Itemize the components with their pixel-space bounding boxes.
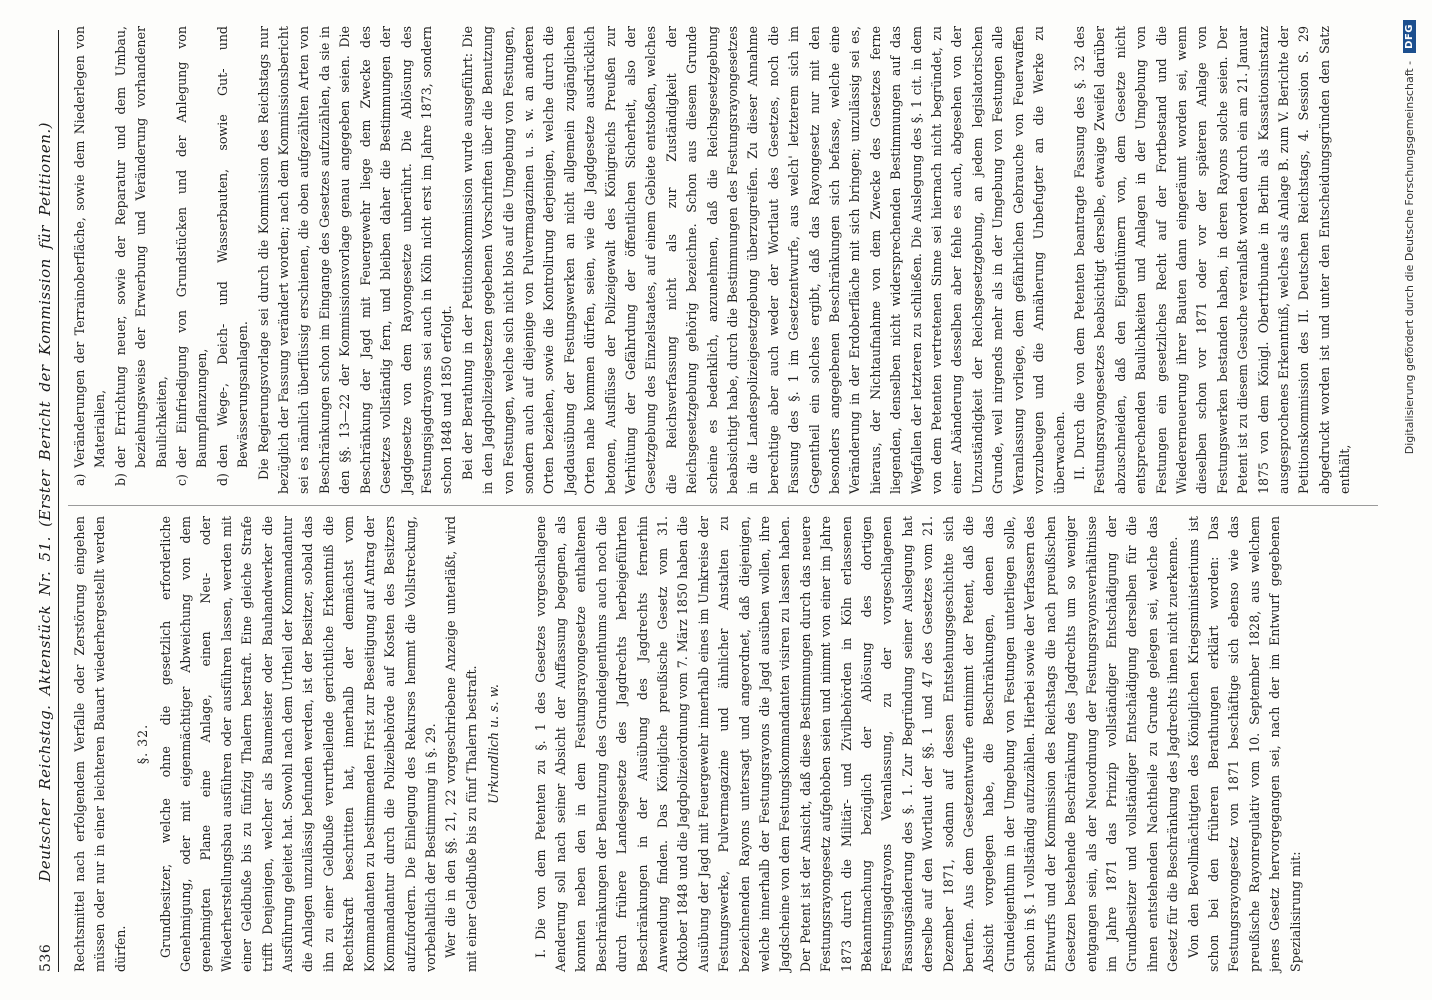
enumerated-list bbox=[70, 26, 254, 494]
page-header bbox=[14, 30, 59, 972]
list-item bbox=[172, 26, 213, 486]
paragraph: Rechtsmittel nach erfolgendem Verfalle oder Zerstörung eingehen müssen oder nur in einer leichteren Bauart wiederhergestellt werden dürfen. bbox=[72, 516, 128, 972]
paragraph: Grundbesitzer, welche ohne die gesetzlich erforderliche Genehmigung, oder mit eigenmächtiger Abweichung von dem genehmigten Plane eine Anlage, einen Neu- oder Wiederherstellungsbau ausführen oder ausführen lassen, werden mit einer Geldbuße bis zu fünfzig Thalern bestraft. Eine gleiche Strafe trifft Denjenigen, welcher als Baumeister oder Bauhandwerker die Ausführung geleitet hat. Sowohl nach dem Urtheil der Kommandantur die Anlagen unzulässig befunden werden, ist der Besitzer, sobald das ihn zu einer Geldbuße verurtheilende gerichtliche Erkenntniß die Rechtskraft beschritten hat, innerhalb der demnächst vom Kommandanten zu bestimmenden Frist zur Beseitigung auf Antrag der Kommandantur durch die Polizeibehörde auf Kosten des Besitzers aufzufordern. Die Einlegung des Rekurses hemmt die Vollstreckung, vorbehaltlich der Bestimmung in §. 29. bbox=[157, 516, 438, 972]
right-column bbox=[70, 26, 1356, 494]
left-column bbox=[70, 516, 1306, 972]
paragraph: I. Die von dem Petenten zu §. 1 des Gesetzes vorgeschlagene Aenderung soll nach seiner Absicht der Auffassung begegnen, als konnten neben den in dem Festungsrayongesetze enthaltenen Beschränkungen der Benutzung des Grundeigenthums auch noch die durch frühere Landesgesetze des Jagdrechts herbeigeführten Beschränkungen in der Ausübung des Jagdrechts fernerhin Anwendung finden. Das Königliche preußische Gesetz vom 31. Oktober 1848 und die Jagdpolizeiordnung vom 7. März 1850 haben die Ausübung der Jagd mit Feuergewehr innerhalb eines im Umkreise der Festungswerke, Pulvermagazine und ähnlicher Anstalten zu bezeichnenden Rayons untersagt und angeordnet, daß diejenigen, welche innerhalb der Festungsrayons die Jagd ausüben wollen, ihre Jagdscheine von dem Festungskommandanten visiren zu lassen haben. Der Petent ist der Ansicht, daß diese Bestimmungen durch das neuere Festungsrayongesetz aufgehoben seien und nimmt von einer im Jahre 1873 durch die Militär- und Zivilbehörden in Köln erlassenen Bekanntmachung bezüglich der Ablösung des dortigen Festungsjagdrayons Veranlassung, zu der vorgeschlagenen Fassungsänderung des §. 1. Zur Begründung seiner Auslegung hat derselbe auf den Wortlaut der §§. 1 und 47 des Gesetzes vom 21. Dezember 1871, sodann auf dessen Entstehungsgeschichte sich berufen. Aus dem Gesetzentwurfe entnimmt der Petent, daß die Absicht vorgelegen habe, die Beschränkungen, denen das Grundeigenthum in der Umgebung von Festungen unterliegen solle, schon in §. 1 vollständig aufzuzählen. Hierbei sowie der Verfassern des Entwurfs und der Kommission des Reichstags die nach preußischen Gesetzen bestehende Beschränkung des Jagdrechts um so weniger entgangen sein, als der Neuordnung der Festungsrayonsverhältnisse im Jahre 1871 das Prinzip vollständiger Entschädigung der Grundbesitzer und vollständiger Entschädigung derselben für die ihnen entstehenden Nachtheile zu Grunde gelegen sei, welche das Gesetz für die Beschränkung des Jagdrechts ihnen nicht zuerkenne. bbox=[532, 516, 1181, 972]
page-number: 536 bbox=[38, 943, 54, 972]
list-item-label: c) bbox=[174, 474, 190, 486]
paragraph: Wer die in den §§. 21, 22 vorgeschriebene Anzeige unterläßt, wird mit einer Geldbuße bis zu fünf Thalern bestraft. bbox=[443, 516, 479, 972]
running-title: Deutscher Reichstag. Aktenstück Nr. 51. (Erster Bericht der Kommission für Petitionen.) bbox=[36, 122, 54, 882]
section-heading: §. 32. bbox=[135, 723, 151, 765]
list-item bbox=[70, 26, 111, 486]
signature-line: Urkundlich u. s. w. bbox=[486, 684, 502, 804]
list-item-text: Veränderungen der Terrainoberfläche, sowie dem Niederlegen von Materialien, bbox=[72, 26, 108, 468]
list-item-text: den Wege-, Deich- und Wasserbauten, sowie Gut- und Bewässerungsanlagen. bbox=[214, 26, 251, 468]
dfg-logo: DFG bbox=[1403, 20, 1416, 53]
list-item-label: d) bbox=[214, 473, 230, 486]
list-item bbox=[213, 26, 254, 486]
paragraph: Von den Bevollmächtigten des Königlichen Kriegsministeriums ist schon bei den früheren Berathungen erklärt worden: Das Festungsrayongesetz von 1871 beschäftige sich ebenso wie das preußische Rayonregulativ vom 10. September 1828, aus welchem jenes Gesetz hervorgegangen sei, nach der im Entwurf gegebenen Spezialisirung mit: bbox=[1185, 516, 1303, 972]
list-item-text: der Einfriedigung von Grundstücken und der Anlegung von Baumpflanzungen, bbox=[174, 26, 210, 468]
paragraph: II. Durch die von dem Petenten beantragte Fassung des §. 32 des Festungsrayongesetzes beabsichtigt derselbe, etwaige Zweifel darüber abzuschneiden, daß den Eigenthümern von, dem Gesetze nicht entsprechenden Baulichkeiten und Anlagen in der Umgebung von Festungen ein gesetzliches Recht auf der Fortbestand und die Wiedererneuerung ihrer Bauten dann eingeräumt worden sei, wenn dieselben schon vor 1871 oder vor der späteren Anlage von Festungswerken bestanden haben, in deren Rayons solche seien. Der Petent ist zu diesem Gesuche veranlaßt worden durch ein am 21. Januar 1875 von dem Königl. Obertribunale in Berlin als Kassationsinstanz ausgesprochenes Erkenntniß, welches als Anlage B. zum V. Berichte der Petitionskommission des II. Deutschen Reichstags, 4. Session S. 29 abgedruckt worden ist und unter den Entscheidungsgründen den Satz enthält, bbox=[1071, 26, 1353, 494]
column-divider bbox=[68, 505, 1378, 506]
list-item-label: b) bbox=[112, 473, 128, 486]
paragraph: Die Regierungsvorlage sei durch die Kommission des Reichstags nur bezüglich der Fassung verändert worden; nach dem Kommissionsbericht sei es nämlich überflüssig erschienen, die oben aufgezählten Arten von Beschränkungen schon im Eingange des Gesetzes aufzuzählen, da sie in den §§. 13—22 der Kommissionsvorlage genau angegeben seien. Die Beschränkung der Jagd mit Feuergewehr liege dem Zwecke des Gesetzes vollständig fern, und bleiben daher die Bestimmungen der Jagdgesetze von dem Rayongesetze unberührt. Die Ablösung des Festungsjagdrayons sei auch in Köln nicht erst im Jahre 1873, sondern schon 1848 und 1850 erfolgt. bbox=[255, 26, 455, 494]
list-item bbox=[111, 26, 172, 486]
list-item-text: der Errichtung neuer, sowie der Reparatur und dem Umbau, beziehungsweise der Erwerbung und Veränderung vorhandener Baulichkeiten, bbox=[112, 26, 169, 468]
digitization-stamp bbox=[1398, 20, 1420, 980]
paragraph: Bei der Berathung in der Petitionskommission wurde ausgeführt: Die in den Jagdpolizeigesetzen gegebenen Vorschriften über die Benutzung von Festungen, welche sich nicht blos auf die Umgebung von Festungen, sondern auch auf diejenige von Pulvermagazinen u. s. w. an anderen Orten beziehen, sowie die Kontrolirung derjenigen, welche durch die Jagdausübung der Festungswerken an nicht allgemein zugänglichen Orten nahe kommen dürfen, seien, wie die Jagdgesetze ausdrücklich betonen, Ausflüsse der Polizeigewalt des Königreichs Preußen zur Verhütung der Gefährdung der öffentlichen Sicherheit, also der Gesetzgebung des Einzelstaates, auf einem Gebiete entstoßen, welches die Reichsverfassung nicht als zur Zuständigkeit der Reichsgesetzgebung gehörig bezeichne. Schon aus diesem Grunde scheine es bedenklich, anzunehmen, daß die Reichsgesetzgebung beabsichtigt habe, durch die Bestimmungen des Festungsrayongesetzes in die Landespolizeigesetzgebung überzugreifen. Zu dieser Annahme berechtige aber auch weder der Wortlaut des Gesetzes, noch die Fassung des §. 1 im Gesetzentwurfe, aus welch' letzterem sich im Gegentheil ein solches ergibt, daß das Rayongesetz nur mit den besonders angegebenen Beschränkungen sich befasse, welche eine Veränderung in der Erdoberfläche mit sich bringen; unzulässig sei es, hieraus, der Nichtaufnahme von dem Zwecke des Gesetzes ferne liegenden, denselben nicht widersprechenden Bestimmungen auf das Wegfallen der letzteren zu schließen. Die Auslegung des §. 1 cit. in dem von dem Petenten vertretenen Sinne sei hiernach nicht begründet, zu einer Abänderung desselben aber fehle es auch, abgesehen von der Unzuständigkeit der Reichsgesetzgebung, an jedem legislatorischen Grunde, weil nirgends mehr als in der Umgebung von Festungen alle Veranlassung vorliege, dem gefährlichen Gebrauche von Feuerwaffen vorzubeugen und die Annäherung Unbefugter an die Werke zu überwachen. bbox=[459, 26, 1067, 494]
list-item-label: a) bbox=[72, 473, 87, 486]
stamp-text: Digitalisierung gefördert durch die Deutsche Forschungsgemeinschaft - bbox=[1402, 60, 1416, 455]
